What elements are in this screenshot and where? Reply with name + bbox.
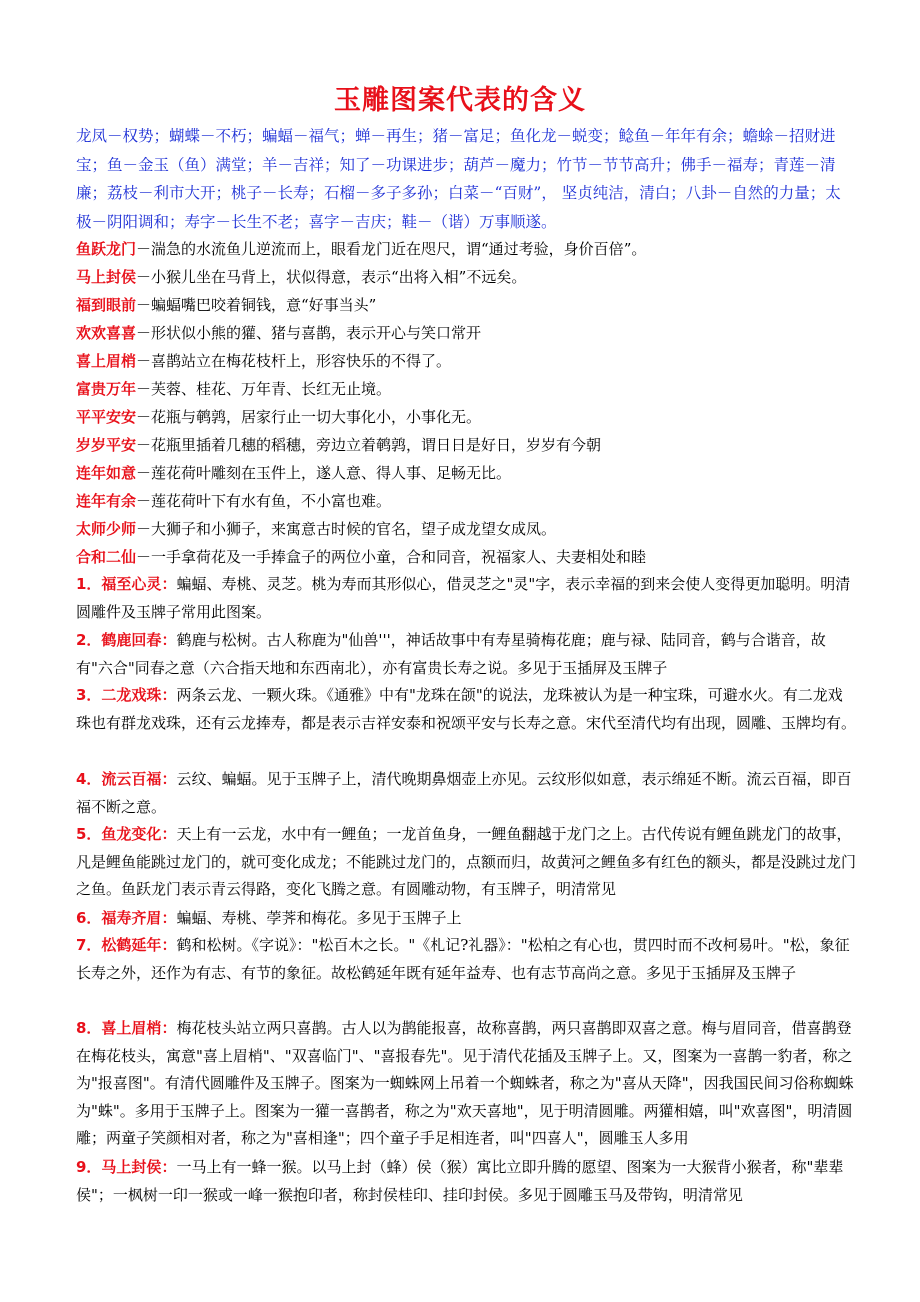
item-term: 连年有余 (76, 492, 137, 510)
list-item (76, 516, 866, 542)
numbered-item (76, 627, 856, 682)
item-desc: －喜鹊站立在梅花枝杆上，形容快乐的不得了。 (136, 352, 452, 370)
list-item (76, 348, 866, 374)
item-desc: 鹤鹿与松树。古人称鹿为"仙兽'''，神话故事中有寿星骑梅花鹿；鹿与禄、陆同音，鹤与合谐音，故有"六合"同春之意（六合指天地和东西南北），亦有富贵长寿之说。多见于玉插屏及玉牌子 (76, 631, 826, 677)
item-term: 太师少师 (76, 520, 137, 538)
item-term: 4．流云百福： (76, 770, 177, 788)
item-desc: －小猴儿坐在马背上，状似得意，表示“出将入相”不远矣。 (136, 268, 527, 286)
list-item (76, 460, 866, 486)
item-term: 8．喜上眉梢： (76, 1019, 177, 1037)
numbered-item (76, 682, 856, 737)
item-desc: 蝙蝠、寿桃、灵芝。桃为寿而其形似心，借灵芝之"灵"字，表示幸福的到来会使人变得更加聪明。明清圆雕件及玉牌子常用此图案。 (76, 575, 851, 621)
item-desc: －形状似小熊的獾、猪与喜鹊，表示开心与笑口常开 (136, 324, 482, 342)
intro-paragraph: 龙凤－权势；蝴蝶－不朽；蝙蝠－福气；蝉－再生；猪－富足；鱼化龙－蜕变；鲶鱼－年年有余；蟾蜍－招财进宝；鱼－金玉（鱼）满堂；羊－吉祥；知了－功课进步；葫芦－魔力；竹节－节节高升；佛手－福寿；青莲－清廉；荔枝－利市大开；桃子－长寿；石榴－多子多孙；白菜－“百财”， 坚贞纯洁，清白；八卦－自然的力量；太极－阴阳调和；寿字－长生不老；喜字－吉庆；鞋－（谐）万事顺遂。 (76, 127, 841, 231)
item-term: 7．松鹤延年： (76, 936, 177, 954)
item-desc: －莲花荷叶下有水有鱼，不小富也难。 (136, 492, 392, 510)
numbered-item (76, 821, 856, 904)
numbered-item (76, 1154, 856, 1209)
list-item (76, 376, 866, 402)
numbered-item (76, 1015, 856, 1153)
list-item (76, 404, 866, 430)
list-item (76, 488, 866, 514)
item-term: 5．鱼龙变化： (76, 825, 177, 843)
item-desc: 一马上有一蜂一猴。以马上封（蜂）侯（猴）寓比立即升腾的愿望、图案为一大猴背小猴者，称"辈辈侯"；一枫树一印一猴或一峰一猴抱印者，称封侯桂印、挂印封侯。多见于圆雕玉马及带钩，明清常见 (76, 1158, 844, 1204)
item-term: 3．二龙戏珠： (76, 686, 177, 704)
list-item (76, 320, 866, 346)
numbered-item (76, 571, 856, 626)
numbered-item (76, 905, 856, 933)
numbered-item (76, 932, 856, 987)
item-term: 9．马上封侯： (76, 1158, 177, 1176)
item-term: 福到眼前 (76, 296, 137, 314)
numbered-item (76, 766, 856, 821)
list-item (76, 544, 866, 570)
item-term: 马上封侯 (76, 268, 137, 286)
item-term: 6．福寿齐眉： (76, 909, 177, 927)
item-desc: －蝙蝠嘴巴咬着铜钱，意“好事当头” (136, 296, 377, 314)
item-desc: 两条云龙、一颗火珠。《通雅》中有"龙珠在颌"的说法，龙珠被认为是一种宝珠，可避水火。有二龙戏珠也有群龙戏珠，还有云龙捧寿，都是表示吉祥安泰和祝颂平安与长寿之意。宋代至清代均有出现，圆雕、玉牌均有。 (76, 686, 857, 732)
item-desc: －湍急的水流鱼儿逆流而上，眼看龙门近在咫尺，谓“通过考验，身价百倍”。 (136, 240, 647, 258)
item-term: 合和二仙 (76, 548, 137, 566)
list-item (76, 432, 866, 458)
item-desc: 云纹、蝙蝠。见于玉牌子上，清代晚期鼻烟壶上亦见。云纹形似如意，表示绵延不断。流云百福，即百福不断之意。 (76, 770, 852, 816)
item-term: 平平安安 (76, 408, 137, 426)
item-desc: 鹤和松树。《字说》："松百木之长。"《札记?礼器》："松柏之有心也，贯四时而不改柯易叶。"松，象征长寿之外，还作为有志、有节的象征。故松鹤延年既有延年益寿、也有志节高尚之意。多见于玉插屏及玉牌子 (76, 936, 850, 982)
item-desc: －芙蓉、桂花、万年青、长红无止境。 (136, 380, 392, 398)
item-desc: －大狮子和小狮子，来寓意古时候的官名，望子成龙望女成凤。 (136, 520, 557, 538)
item-term: 鱼跃龙门 (76, 240, 137, 258)
item-desc: －花瓶里插着几穗的稻穗，旁边立着鹌鹑，谓日日是好日，岁岁有今朝 (136, 436, 602, 454)
item-desc: －一手拿荷花及一手捧盒子的两位小童，合和同音，祝福家人、夫妻相处和睦 (136, 548, 647, 566)
item-term: 喜上眉梢 (76, 352, 137, 370)
list-item (76, 236, 866, 262)
item-term: 连年如意 (76, 464, 137, 482)
page-title: 玉雕图案代表的含义 (334, 85, 586, 116)
item-term: 欢欢喜喜 (76, 324, 137, 342)
item-term: 1．福至心灵： (76, 575, 177, 593)
item-term: 岁岁平安 (76, 436, 137, 454)
item-term: 2．鹤鹿回春： (76, 631, 177, 649)
item-desc: 梅花枝头站立两只喜鹊。古人以为鹊能报喜，故称喜鹊，两只喜鹊即双喜之意。梅与眉同音，借喜鹊登在梅花枝头，寓意"喜上眉梢"、"双喜临门"、"喜报春先"。见于清代花插及玉牌子上。又，图案为一喜鹊一豹者，称之为"报喜图"。有清代圆雕件及玉牌子。图案为一蜘蛛网上吊着一个蜘蛛者，称之为"喜从天降"，因我国民间习俗称蜘蛛为"蛛"。多用于玉牌子上。图案为一獾一喜鹊者，称之为"欢天喜地"，见于明清圆雕。两獾相嬉，叫"欢喜图"，明清圆雕；两童子笑颜相对者，称之为"喜相逢"；四个童子手足相连者，叫"四喜人"，圆雕玉人多用 (76, 1019, 854, 1147)
item-term: 富贵万年 (76, 380, 137, 398)
item-desc: －花瓶与鹌鹑，居家行止一切大事化小，小事化无。 (136, 408, 482, 426)
item-desc: －莲花荷叶雕刻在玉件上，遂人意、得人事、足畅无比。 (136, 464, 512, 482)
list-item (76, 292, 866, 318)
list-item (76, 264, 866, 290)
item-desc: 天上有一云龙，水中有一鲤鱼；一龙首鱼身，一鲤鱼翻越于龙门之上。古代传说有鲤鱼跳龙门的故事，凡是鲤鱼能跳过龙门的，就可变化成龙；不能跳过龙门的，点额而归，故黄河之鲤鱼多有红色的额头，都是没跳过龙门之鱼。鱼跃龙门表示青云得路，变化飞腾之意。有圆雕动物，有玉牌子，明清常见 (76, 825, 857, 898)
item-desc: 蝙蝠、寿桃、荸荠和梅花。多见于玉牌子上 (176, 909, 462, 927)
